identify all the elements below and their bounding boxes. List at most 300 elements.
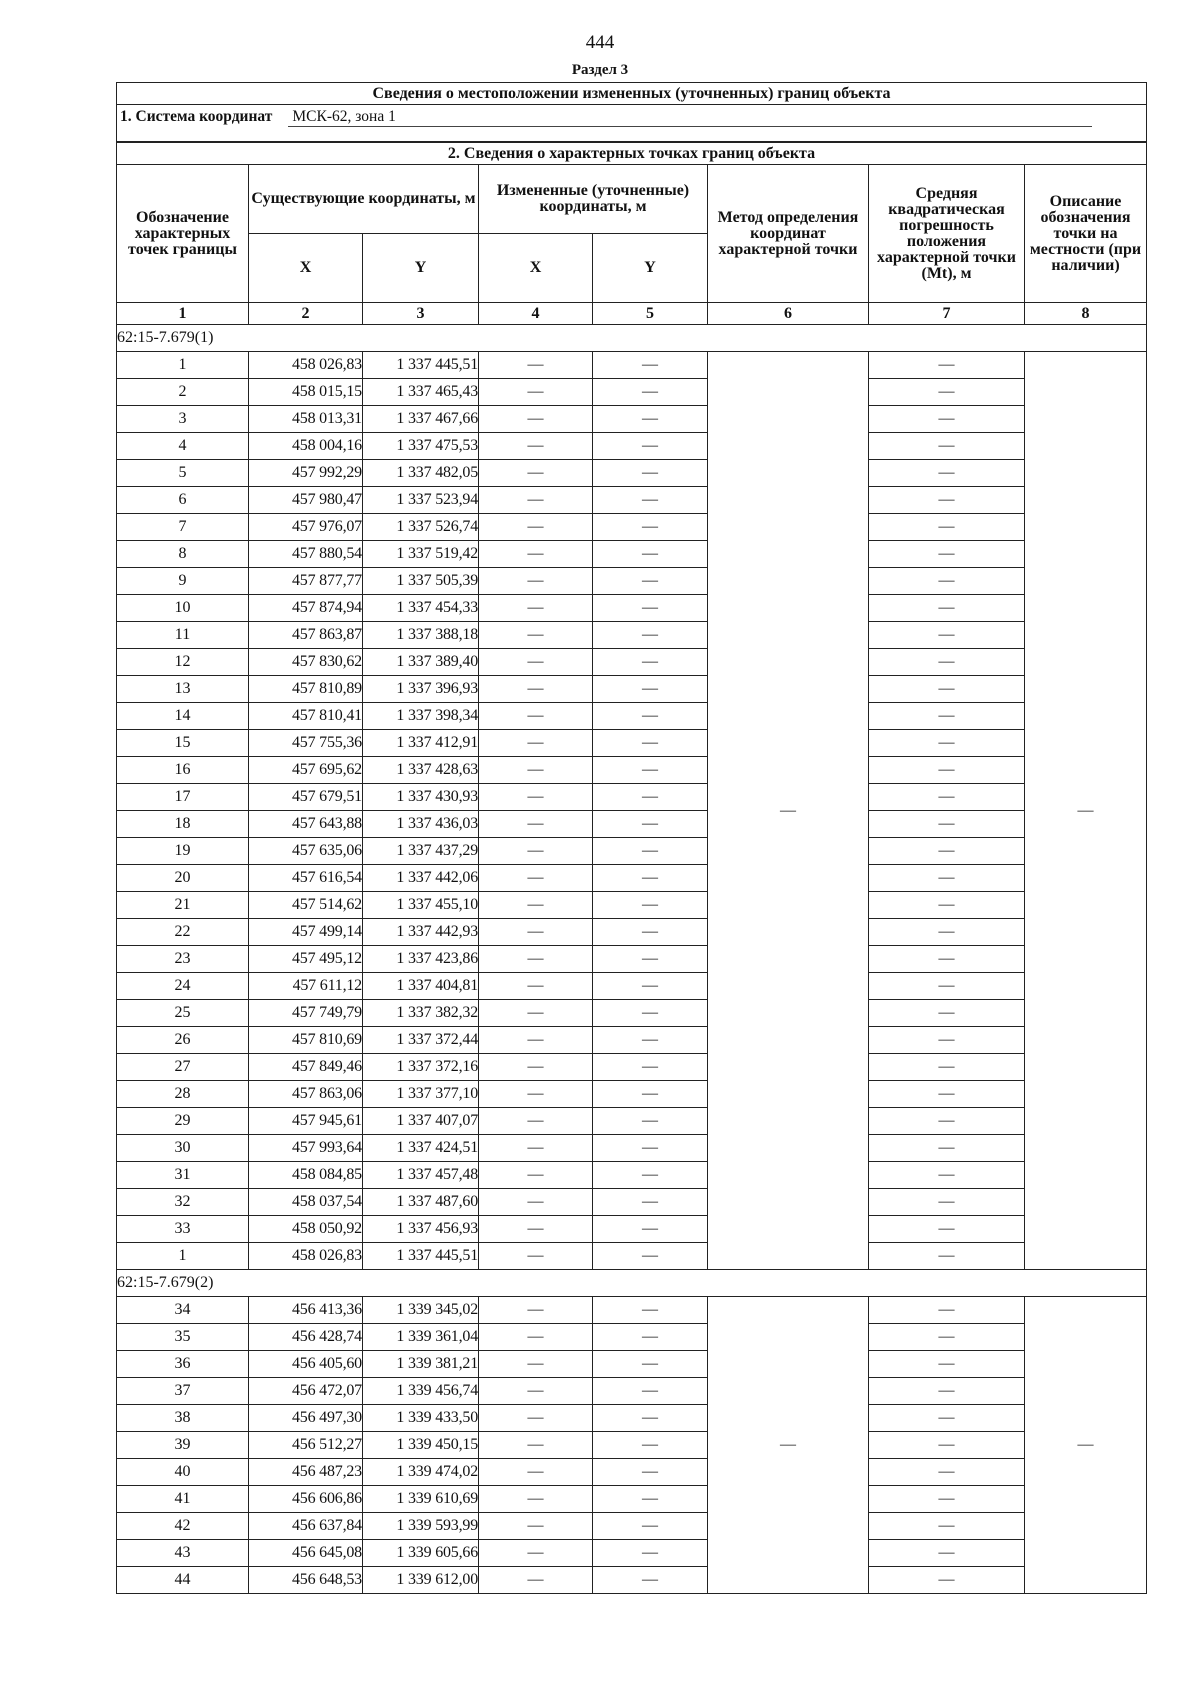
table-row bbox=[117, 1351, 1147, 1378]
accuracy-cell: — bbox=[869, 1054, 1025, 1081]
table-row bbox=[117, 1513, 1147, 1540]
changed-x: — bbox=[479, 784, 593, 811]
existing-y: 1 337 442,06 bbox=[363, 865, 479, 892]
existing-y: 1 337 389,40 bbox=[363, 649, 479, 676]
accuracy-cell: — bbox=[869, 541, 1025, 568]
changed-y: — bbox=[593, 1378, 708, 1405]
existing-x: 456 648,53 bbox=[249, 1567, 363, 1594]
table-row bbox=[117, 919, 1147, 946]
existing-y: 1 337 454,33 bbox=[363, 595, 479, 622]
existing-x: 456 645,08 bbox=[249, 1540, 363, 1567]
point-number: 32 bbox=[117, 1189, 249, 1216]
existing-y: 1 337 445,51 bbox=[363, 352, 479, 379]
existing-x: 457 643,88 bbox=[249, 811, 363, 838]
table-row bbox=[117, 568, 1147, 595]
changed-x: — bbox=[479, 703, 593, 730]
changed-y: — bbox=[593, 1324, 708, 1351]
table-row bbox=[117, 703, 1147, 730]
existing-y: 1 337 482,05 bbox=[363, 460, 479, 487]
accuracy-cell: — bbox=[869, 568, 1025, 595]
existing-y: 1 337 456,93 bbox=[363, 1216, 479, 1243]
table-row bbox=[117, 433, 1147, 460]
existing-x: 456 428,74 bbox=[249, 1324, 363, 1351]
point-number: 43 bbox=[117, 1540, 249, 1567]
point-number: 42 bbox=[117, 1513, 249, 1540]
changed-x: — bbox=[479, 676, 593, 703]
existing-y: 1 339 381,21 bbox=[363, 1351, 479, 1378]
changed-y: — bbox=[593, 946, 708, 973]
accuracy-cell: — bbox=[869, 433, 1025, 460]
table-row bbox=[117, 595, 1147, 622]
point-number: 8 bbox=[117, 541, 249, 568]
existing-y: 1 337 519,42 bbox=[363, 541, 479, 568]
point-number: 31 bbox=[117, 1162, 249, 1189]
changed-x: — bbox=[479, 1054, 593, 1081]
changed-y: — bbox=[593, 622, 708, 649]
changed-x: — bbox=[479, 514, 593, 541]
changed-x: — bbox=[479, 1297, 593, 1324]
point-number: 24 bbox=[117, 973, 249, 1000]
header-changed-coords: Измененные (уточненные) координаты, м bbox=[479, 165, 708, 234]
existing-x: 457 849,46 bbox=[249, 1054, 363, 1081]
point-number: 26 bbox=[117, 1027, 249, 1054]
existing-x: 457 993,64 bbox=[249, 1135, 363, 1162]
accuracy-cell: — bbox=[869, 1324, 1025, 1351]
table-title: Сведения о местоположении измененных (уточненных) границ объекта bbox=[117, 83, 1147, 105]
subsection-title: 2. Сведения о характерных точках границ объекта bbox=[117, 142, 1147, 165]
table-row bbox=[117, 946, 1147, 973]
existing-y: 1 337 467,66 bbox=[363, 406, 479, 433]
existing-x: 458 084,85 bbox=[249, 1162, 363, 1189]
changed-y: — bbox=[593, 460, 708, 487]
changed-x: — bbox=[479, 649, 593, 676]
changed-x: — bbox=[479, 838, 593, 865]
method-cell: — bbox=[708, 1297, 869, 1594]
table-row bbox=[117, 973, 1147, 1000]
changed-x: — bbox=[479, 973, 593, 1000]
changed-x: — bbox=[479, 919, 593, 946]
table-row bbox=[117, 1486, 1147, 1513]
table-row bbox=[117, 1189, 1147, 1216]
changed-y: — bbox=[593, 379, 708, 406]
point-number: 5 bbox=[117, 460, 249, 487]
table-row bbox=[117, 1405, 1147, 1432]
table-row bbox=[117, 784, 1147, 811]
changed-x: — bbox=[479, 541, 593, 568]
existing-x: 457 635,06 bbox=[249, 838, 363, 865]
existing-y: 1 337 398,34 bbox=[363, 703, 479, 730]
header-changed-x: X bbox=[479, 234, 593, 303]
table-row bbox=[117, 541, 1147, 568]
changed-y: — bbox=[593, 1243, 708, 1270]
section-title: Раздел 3 bbox=[571, 62, 629, 78]
changed-y: — bbox=[593, 1513, 708, 1540]
changed-x: — bbox=[479, 1378, 593, 1405]
changed-x: — bbox=[479, 622, 593, 649]
existing-x: 457 863,87 bbox=[249, 622, 363, 649]
accuracy-cell: — bbox=[869, 1162, 1025, 1189]
existing-x: 457 874,94 bbox=[249, 595, 363, 622]
existing-y: 1 337 487,60 bbox=[363, 1189, 479, 1216]
table-row bbox=[117, 1567, 1147, 1594]
changed-y: — bbox=[593, 352, 708, 379]
accuracy-cell: — bbox=[869, 946, 1025, 973]
changed-y: — bbox=[593, 1054, 708, 1081]
point-number: 38 bbox=[117, 1405, 249, 1432]
column-number: 5 bbox=[593, 303, 708, 325]
existing-y: 1 339 612,00 bbox=[363, 1567, 479, 1594]
existing-x: 456 497,30 bbox=[249, 1405, 363, 1432]
table-row bbox=[117, 1000, 1147, 1027]
accuracy-cell: — bbox=[869, 406, 1025, 433]
existing-x: 457 695,62 bbox=[249, 757, 363, 784]
changed-y: — bbox=[593, 1162, 708, 1189]
existing-x: 457 810,89 bbox=[249, 676, 363, 703]
changed-y: — bbox=[593, 1486, 708, 1513]
point-number: 7 bbox=[117, 514, 249, 541]
table-row bbox=[117, 514, 1147, 541]
changed-y: — bbox=[593, 1351, 708, 1378]
changed-y: — bbox=[593, 892, 708, 919]
existing-x: 457 679,51 bbox=[249, 784, 363, 811]
changed-y: — bbox=[593, 1135, 708, 1162]
group-name: 62:15-7.679(2) bbox=[117, 1270, 1147, 1297]
header-description: Описание обозначения точки на местности (при наличии) bbox=[1025, 165, 1147, 303]
header-existing-coords: Существующие координаты, м bbox=[249, 165, 479, 234]
table-row bbox=[117, 892, 1147, 919]
changed-x: — bbox=[479, 460, 593, 487]
accuracy-cell: — bbox=[869, 1189, 1025, 1216]
existing-x: 456 487,23 bbox=[249, 1459, 363, 1486]
accuracy-cell: — bbox=[869, 703, 1025, 730]
point-number: 27 bbox=[117, 1054, 249, 1081]
accuracy-cell: — bbox=[869, 1459, 1025, 1486]
accuracy-cell: — bbox=[869, 1351, 1025, 1378]
existing-x: 457 877,77 bbox=[249, 568, 363, 595]
changed-y: — bbox=[593, 919, 708, 946]
table-row bbox=[117, 838, 1147, 865]
existing-y: 1 337 442,93 bbox=[363, 919, 479, 946]
existing-x: 457 616,54 bbox=[249, 865, 363, 892]
accuracy-cell: — bbox=[869, 1513, 1025, 1540]
accuracy-cell: — bbox=[869, 1486, 1025, 1513]
existing-y: 1 337 475,53 bbox=[363, 433, 479, 460]
column-number: 7 bbox=[869, 303, 1025, 325]
changed-y: — bbox=[593, 973, 708, 1000]
point-number: 13 bbox=[117, 676, 249, 703]
changed-y: — bbox=[593, 514, 708, 541]
changed-y: — bbox=[593, 730, 708, 757]
existing-y: 1 337 372,16 bbox=[363, 1054, 479, 1081]
point-number: 39 bbox=[117, 1432, 249, 1459]
table-row bbox=[117, 1243, 1147, 1270]
existing-x: 456 606,86 bbox=[249, 1486, 363, 1513]
point-number: 35 bbox=[117, 1324, 249, 1351]
accuracy-cell: — bbox=[869, 1243, 1025, 1270]
changed-x: — bbox=[479, 865, 593, 892]
existing-x: 457 810,41 bbox=[249, 703, 363, 730]
point-number: 18 bbox=[117, 811, 249, 838]
changed-y: — bbox=[593, 1081, 708, 1108]
point-number: 2 bbox=[117, 379, 249, 406]
existing-y: 1 337 412,91 bbox=[363, 730, 479, 757]
accuracy-cell: — bbox=[869, 865, 1025, 892]
table-row bbox=[117, 1108, 1147, 1135]
accuracy-cell: — bbox=[869, 595, 1025, 622]
accuracy-cell: — bbox=[869, 649, 1025, 676]
accuracy-cell: — bbox=[869, 1405, 1025, 1432]
existing-x: 456 512,27 bbox=[249, 1432, 363, 1459]
existing-y: 1 337 430,93 bbox=[363, 784, 479, 811]
existing-y: 1 339 474,02 bbox=[363, 1459, 479, 1486]
point-number: 37 bbox=[117, 1378, 249, 1405]
existing-y: 1 337 523,94 bbox=[363, 487, 479, 514]
table-row bbox=[117, 1135, 1147, 1162]
point-number: 11 bbox=[117, 622, 249, 649]
point-number: 12 bbox=[117, 649, 249, 676]
existing-y: 1 337 424,51 bbox=[363, 1135, 479, 1162]
table-row bbox=[117, 865, 1147, 892]
existing-y: 1 337 457,48 bbox=[363, 1162, 479, 1189]
changed-y: — bbox=[593, 1297, 708, 1324]
changed-y: — bbox=[593, 757, 708, 784]
accuracy-cell: — bbox=[869, 973, 1025, 1000]
changed-y: — bbox=[593, 811, 708, 838]
changed-y: — bbox=[593, 1405, 708, 1432]
changed-x: — bbox=[479, 811, 593, 838]
changed-x: — bbox=[479, 1405, 593, 1432]
existing-x: 456 413,36 bbox=[249, 1297, 363, 1324]
changed-x: — bbox=[479, 1486, 593, 1513]
point-number: 9 bbox=[117, 568, 249, 595]
existing-x: 457 976,07 bbox=[249, 514, 363, 541]
point-number: 1 bbox=[117, 1243, 249, 1270]
existing-y: 1 339 593,99 bbox=[363, 1513, 479, 1540]
existing-x: 457 495,12 bbox=[249, 946, 363, 973]
changed-x: — bbox=[479, 730, 593, 757]
changed-x: — bbox=[479, 595, 593, 622]
existing-x: 458 013,31 bbox=[249, 406, 363, 433]
table-row bbox=[117, 487, 1147, 514]
changed-x: — bbox=[479, 1540, 593, 1567]
point-number: 14 bbox=[117, 703, 249, 730]
point-number: 4 bbox=[117, 433, 249, 460]
accuracy-cell: — bbox=[869, 487, 1025, 514]
point-number: 20 bbox=[117, 865, 249, 892]
existing-y: 1 337 436,03 bbox=[363, 811, 479, 838]
point-number: 19 bbox=[117, 838, 249, 865]
changed-x: — bbox=[479, 1027, 593, 1054]
table-row bbox=[117, 1432, 1147, 1459]
description-cell: — bbox=[1025, 352, 1147, 1270]
point-number: 3 bbox=[117, 406, 249, 433]
existing-x: 457 830,62 bbox=[249, 649, 363, 676]
header-existing-x: X bbox=[249, 234, 363, 303]
changed-y: — bbox=[593, 1459, 708, 1486]
changed-y: — bbox=[593, 568, 708, 595]
accuracy-cell: — bbox=[869, 676, 1025, 703]
page-number: 444 bbox=[585, 32, 615, 53]
table-row bbox=[117, 649, 1147, 676]
existing-y: 1 337 377,10 bbox=[363, 1081, 479, 1108]
accuracy-cell: — bbox=[869, 1432, 1025, 1459]
changed-y: — bbox=[593, 703, 708, 730]
point-number: 21 bbox=[117, 892, 249, 919]
changed-x: — bbox=[479, 1135, 593, 1162]
existing-x: 458 015,15 bbox=[249, 379, 363, 406]
header-changed-y: Y bbox=[593, 234, 708, 303]
changed-y: — bbox=[593, 1189, 708, 1216]
table-row bbox=[117, 1378, 1147, 1405]
column-number: 8 bbox=[1025, 303, 1147, 325]
point-number: 1 bbox=[117, 352, 249, 379]
accuracy-cell: — bbox=[869, 379, 1025, 406]
existing-x: 457 880,54 bbox=[249, 541, 363, 568]
existing-x: 458 004,16 bbox=[249, 433, 363, 460]
changed-x: — bbox=[479, 433, 593, 460]
accuracy-cell: — bbox=[869, 1027, 1025, 1054]
accuracy-cell: — bbox=[869, 730, 1025, 757]
existing-x: 457 514,62 bbox=[249, 892, 363, 919]
existing-y: 1 337 372,44 bbox=[363, 1027, 479, 1054]
existing-y: 1 337 465,43 bbox=[363, 379, 479, 406]
point-number: 6 bbox=[117, 487, 249, 514]
changed-y: — bbox=[593, 1027, 708, 1054]
table-row bbox=[117, 379, 1147, 406]
header-accuracy: Средняя квадратическая погрешность положения характерной точки (Mt), м bbox=[869, 165, 1025, 303]
existing-y: 1 337 455,10 bbox=[363, 892, 479, 919]
existing-y: 1 337 396,93 bbox=[363, 676, 479, 703]
table-row bbox=[117, 460, 1147, 487]
header-existing-y: Y bbox=[363, 234, 479, 303]
existing-x: 457 863,06 bbox=[249, 1081, 363, 1108]
changed-y: — bbox=[593, 784, 708, 811]
group-name: 62:15-7.679(1) bbox=[117, 325, 1147, 352]
existing-x: 457 810,69 bbox=[249, 1027, 363, 1054]
changed-y: — bbox=[593, 433, 708, 460]
existing-y: 1 337 382,32 bbox=[363, 1000, 479, 1027]
header-point-designation: Обозначение характерных точек границы bbox=[117, 165, 249, 303]
point-number: 40 bbox=[117, 1459, 249, 1486]
existing-x: 458 050,92 bbox=[249, 1216, 363, 1243]
accuracy-cell: — bbox=[869, 811, 1025, 838]
existing-y: 1 337 407,07 bbox=[363, 1108, 479, 1135]
boundary-points-table bbox=[116, 82, 1147, 1594]
group-row bbox=[117, 1270, 1147, 1297]
accuracy-cell: — bbox=[869, 1135, 1025, 1162]
changed-y: — bbox=[593, 865, 708, 892]
coord-system-row bbox=[117, 105, 1147, 143]
existing-y: 1 337 505,39 bbox=[363, 568, 479, 595]
method-cell: — bbox=[708, 352, 869, 1270]
accuracy-cell: — bbox=[869, 757, 1025, 784]
accuracy-cell: — bbox=[869, 838, 1025, 865]
accuracy-cell: — bbox=[869, 352, 1025, 379]
existing-y: 1 337 445,51 bbox=[363, 1243, 479, 1270]
table-row bbox=[117, 1324, 1147, 1351]
point-number: 34 bbox=[117, 1297, 249, 1324]
changed-x: — bbox=[479, 757, 593, 784]
changed-x: — bbox=[479, 379, 593, 406]
existing-y: 1 339 345,02 bbox=[363, 1297, 479, 1324]
existing-x: 456 405,60 bbox=[249, 1351, 363, 1378]
coord-system-label: 1. Система координат bbox=[120, 108, 273, 125]
accuracy-cell: — bbox=[869, 784, 1025, 811]
changed-x: — bbox=[479, 892, 593, 919]
changed-y: — bbox=[593, 1000, 708, 1027]
changed-x: — bbox=[479, 946, 593, 973]
group-row bbox=[117, 325, 1147, 352]
accuracy-cell: — bbox=[869, 1297, 1025, 1324]
changed-x: — bbox=[479, 1567, 593, 1594]
accuracy-cell: — bbox=[869, 919, 1025, 946]
column-number: 1 bbox=[117, 303, 249, 325]
point-number: 29 bbox=[117, 1108, 249, 1135]
existing-y: 1 337 526,74 bbox=[363, 514, 479, 541]
accuracy-cell: — bbox=[869, 514, 1025, 541]
existing-x: 458 026,83 bbox=[249, 352, 363, 379]
existing-x: 457 980,47 bbox=[249, 487, 363, 514]
existing-x: 458 026,83 bbox=[249, 1243, 363, 1270]
existing-x: 456 472,07 bbox=[249, 1378, 363, 1405]
accuracy-cell: — bbox=[869, 1000, 1025, 1027]
table-row bbox=[117, 811, 1147, 838]
table-row bbox=[117, 1162, 1147, 1189]
changed-y: — bbox=[593, 838, 708, 865]
existing-x: 457 749,79 bbox=[249, 1000, 363, 1027]
table-row bbox=[117, 1459, 1147, 1486]
accuracy-cell: — bbox=[869, 1108, 1025, 1135]
existing-x: 456 637,84 bbox=[249, 1513, 363, 1540]
point-number: 30 bbox=[117, 1135, 249, 1162]
changed-y: — bbox=[593, 1216, 708, 1243]
table-row bbox=[117, 1216, 1147, 1243]
changed-y: — bbox=[593, 1567, 708, 1594]
existing-x: 457 499,14 bbox=[249, 919, 363, 946]
column-number: 4 bbox=[479, 303, 593, 325]
changed-x: — bbox=[479, 406, 593, 433]
column-number: 3 bbox=[363, 303, 479, 325]
table-row bbox=[117, 352, 1147, 379]
existing-x: 457 611,12 bbox=[249, 973, 363, 1000]
changed-x: — bbox=[479, 568, 593, 595]
point-number: 15 bbox=[117, 730, 249, 757]
description-cell: — bbox=[1025, 1297, 1147, 1594]
changed-x: — bbox=[479, 1351, 593, 1378]
header-method: Метод определения координат характерной точки bbox=[708, 165, 869, 303]
changed-y: — bbox=[593, 1540, 708, 1567]
changed-y: — bbox=[593, 676, 708, 703]
changed-y: — bbox=[593, 1108, 708, 1135]
changed-y: — bbox=[593, 406, 708, 433]
point-number: 22 bbox=[117, 919, 249, 946]
existing-x: 457 755,36 bbox=[249, 730, 363, 757]
table-row bbox=[117, 730, 1147, 757]
changed-y: — bbox=[593, 649, 708, 676]
changed-x: — bbox=[479, 1513, 593, 1540]
accuracy-cell: — bbox=[869, 1081, 1025, 1108]
changed-x: — bbox=[479, 1459, 593, 1486]
column-number: 6 bbox=[708, 303, 869, 325]
table-row bbox=[117, 676, 1147, 703]
table-row bbox=[117, 622, 1147, 649]
point-number: 10 bbox=[117, 595, 249, 622]
table-row bbox=[117, 406, 1147, 433]
existing-y: 1 339 610,69 bbox=[363, 1486, 479, 1513]
existing-y: 1 337 437,29 bbox=[363, 838, 479, 865]
existing-y: 1 339 361,04 bbox=[363, 1324, 479, 1351]
point-number: 16 bbox=[117, 757, 249, 784]
